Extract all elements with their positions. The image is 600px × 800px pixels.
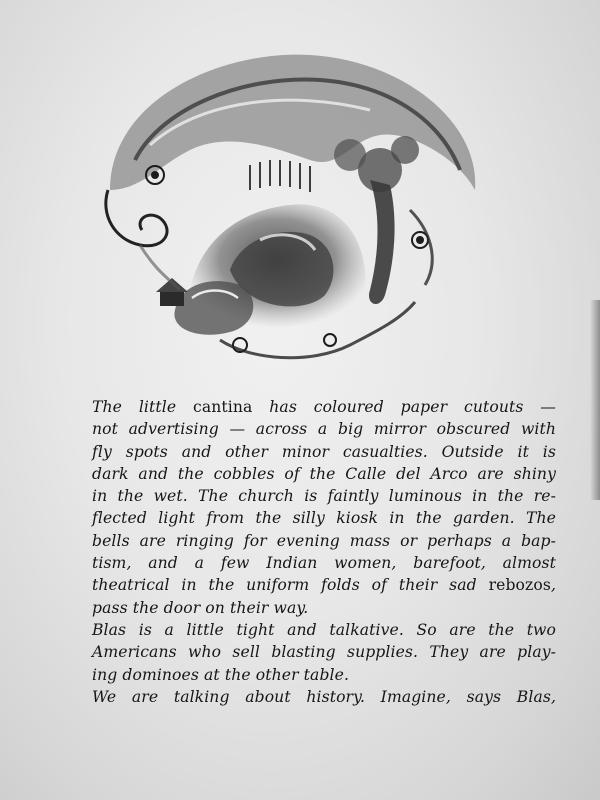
paragraph: [64, 619, 556, 686]
text-line: We are talking about history. Imagine, says Blas,: [92, 687, 556, 706]
text-line: dark and the cobbles of the Calle del Arco are shiny: [92, 464, 556, 483]
text-line: The little cantina has coloured paper cutouts —: [92, 398, 556, 416]
paragraph: [64, 396, 556, 619]
body-text: [64, 396, 556, 708]
text-line: flected light from the silly kiosk in the garden. The: [92, 509, 556, 528]
text-line: theatrical in the uniform folds of their sad rebozos,: [92, 576, 556, 595]
text-line: Blas is a little tight and talkative. So are the two: [92, 620, 556, 639]
text-line: pass the door on their way.: [92, 598, 309, 617]
landscape-illustration-icon: [80, 40, 500, 380]
text-line: Americans who sell blasting supplies. They are play-: [92, 643, 556, 662]
text-line: bells are ringing for evening mass or perhaps a bap-: [92, 531, 556, 550]
text-line: fly spots and other minor casualties. Outside it is: [92, 442, 556, 461]
text-line: not advertising — across a big mirror obscured with: [92, 420, 556, 439]
text-line: ing dominoes at the other table.: [92, 665, 350, 684]
page-edge-shadow: [590, 300, 600, 500]
paragraph: [64, 686, 556, 708]
text-line: tism, and a few Indian women, barefoot, almost: [92, 554, 556, 573]
text-line: in the wet. The church is faintly luminous in the re-: [92, 487, 556, 506]
